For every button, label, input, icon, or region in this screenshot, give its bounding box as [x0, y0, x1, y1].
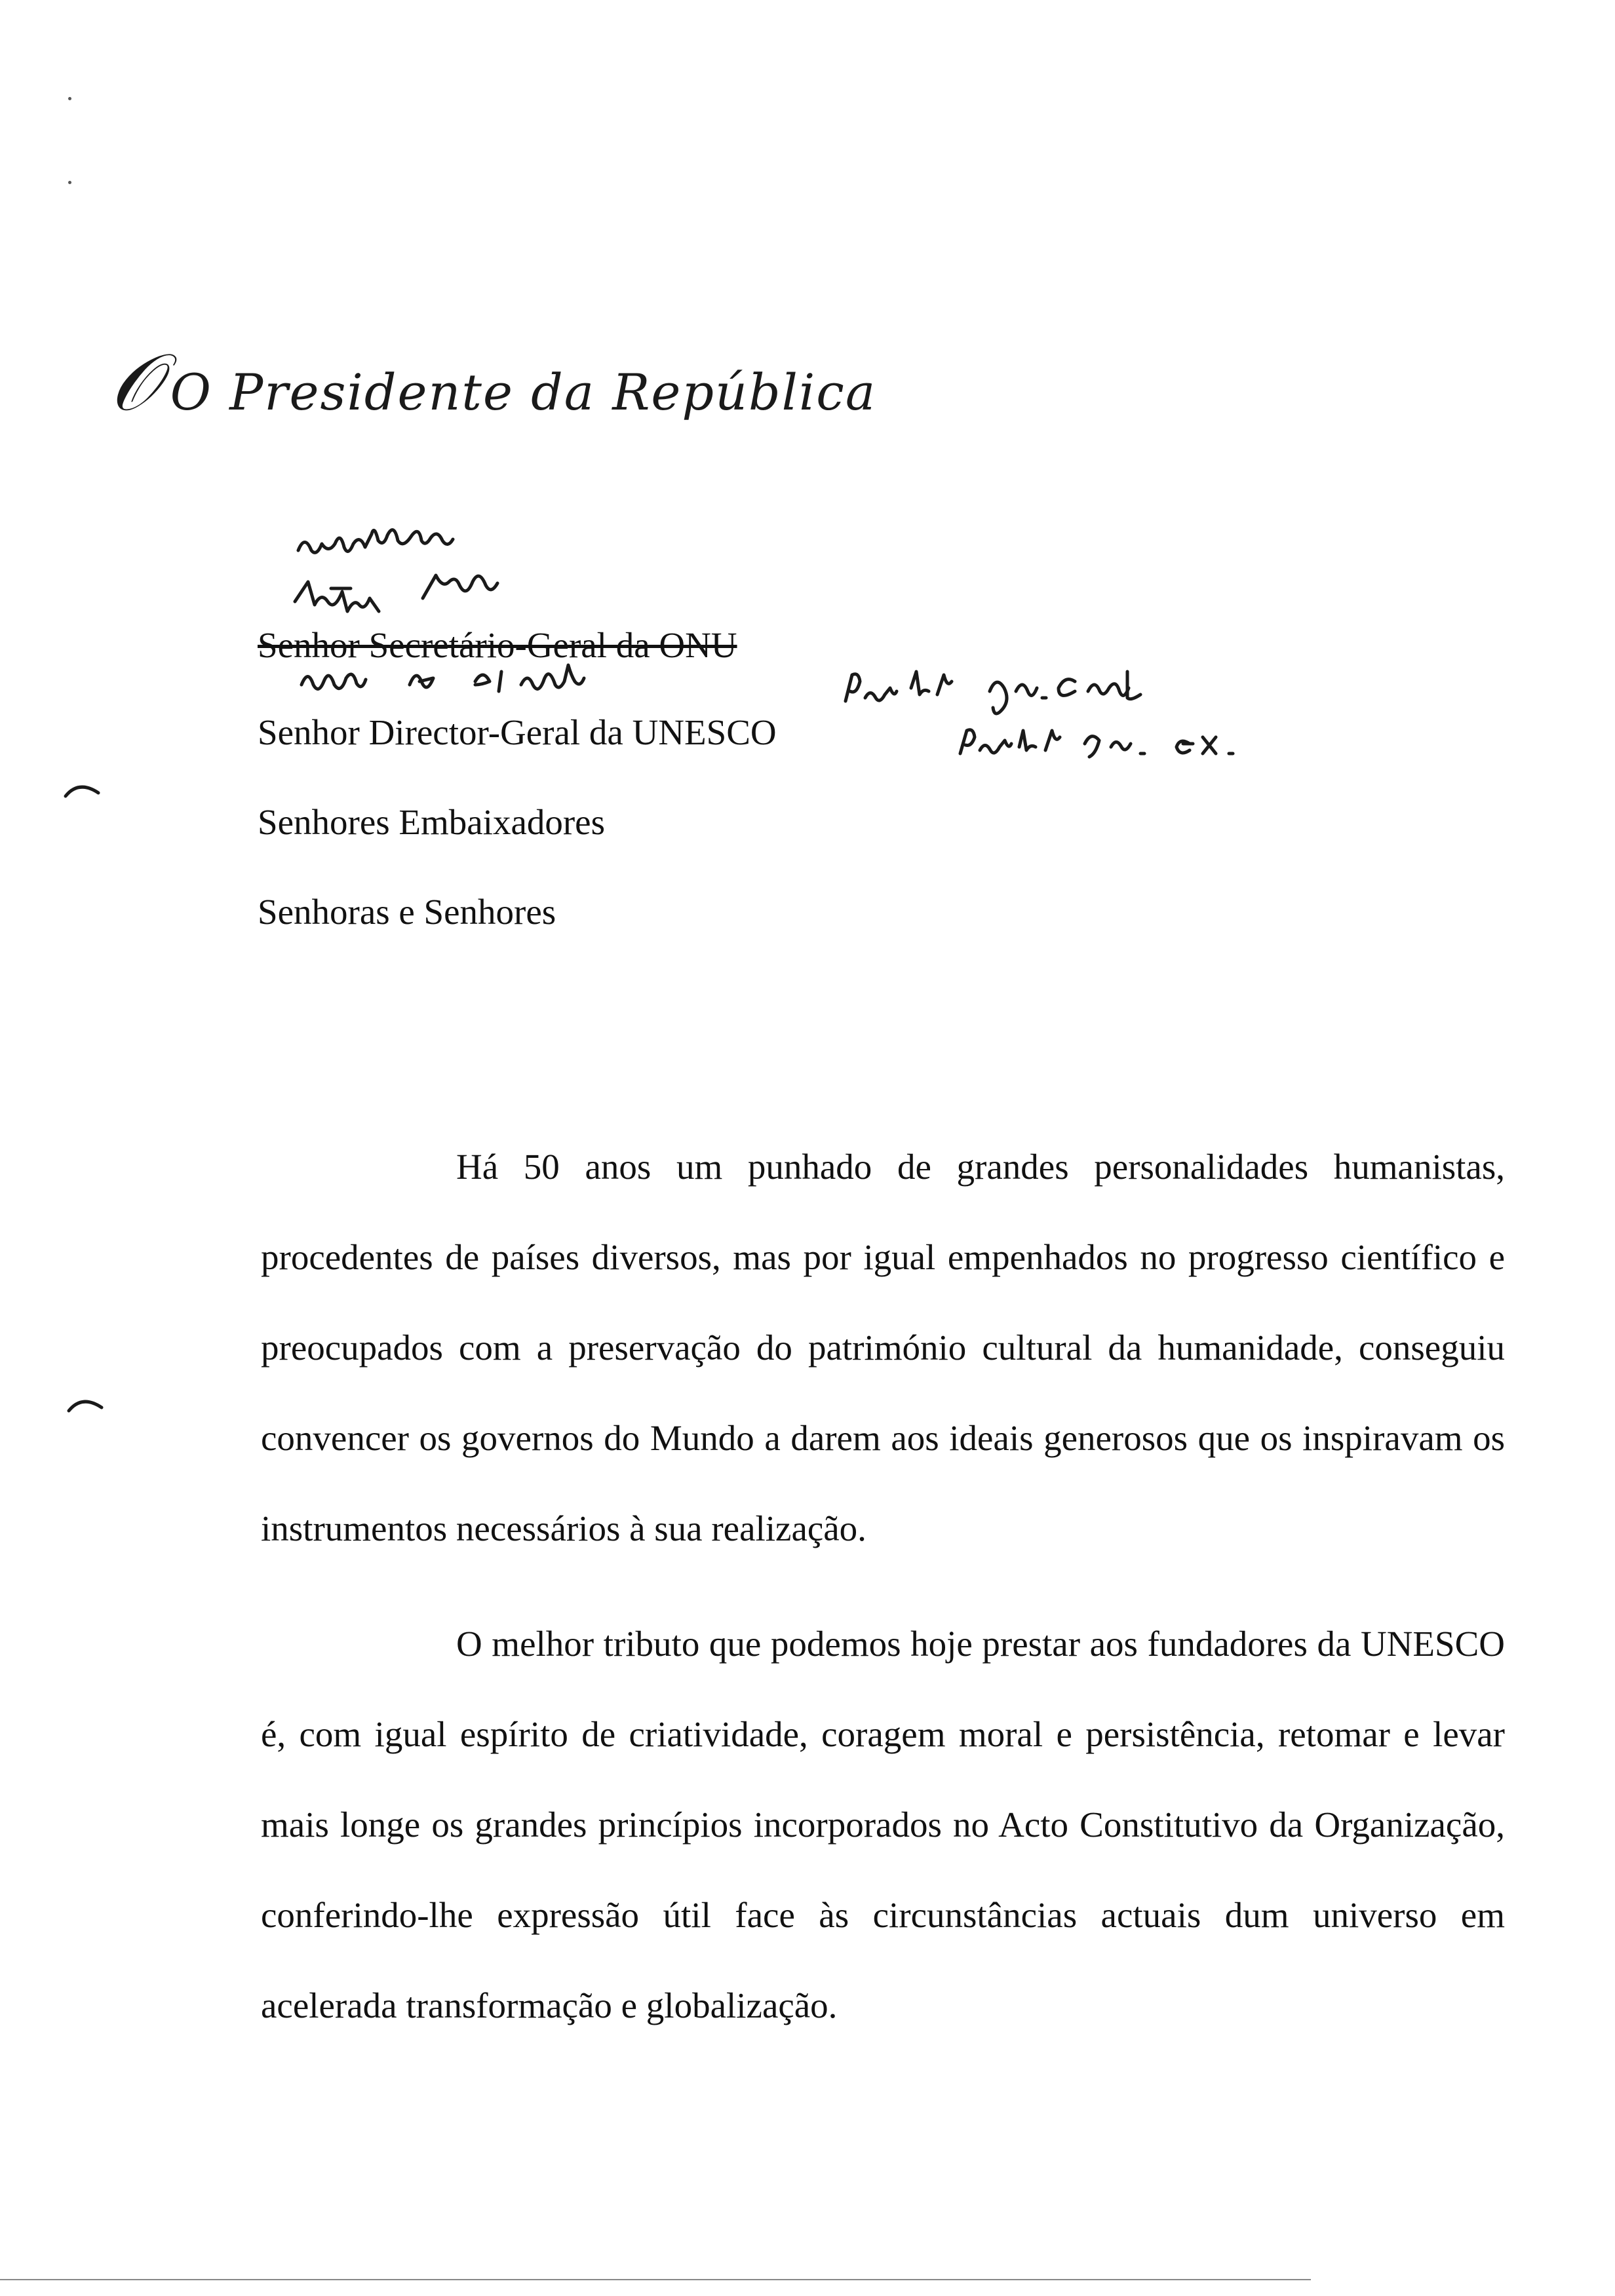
- scan-speck: [68, 181, 71, 184]
- scan-speck: [68, 97, 71, 100]
- arc-mark: [66, 1394, 105, 1414]
- letterhead-initial: 𝒪: [110, 337, 161, 429]
- addressee-director: Senhor Director-Geral da UNESCO: [258, 712, 777, 752]
- handwritten-note-1: [295, 524, 478, 564]
- body-paragraph-2: O melhor tributo que podemos hoje prestar aos fundadores da UNESCO é, com igual espírito de criatividade, coragem moral e persistência, retomar e levar mais longe os grandes princípios incorporados no Acto Constitutivo da Organização, conferindo-lhe expressão útil face às circunstâncias actuais dum universo em acelerada transformação e globalização.: [261, 1624, 1505, 2025]
- page-bottom-rule: [0, 2279, 1311, 2280]
- addressee-onu-struck: Senhor Secretário-Geral da ONU: [258, 625, 737, 665]
- margin-arc-mark: [66, 1394, 105, 1414]
- handwritten-note-3: [298, 655, 613, 701]
- handwritten-scribble: [954, 718, 1294, 770]
- margin-note-1: [839, 662, 1180, 721]
- body-paragraph-1: Há 50 anos um punhado de grandes personalidades humanistas, procedentes de países diversos, mas por igual empenhados no progresso científico e preocupados com a preservação do património cultural da humanidade, conseguiu convencer os governos do Mundo a darem aos ideais generosos que os inspiravam os instrumentos necessários à sua realização.: [261, 1147, 1505, 1548]
- handwritten-scribble: [292, 569, 528, 615]
- handwritten-scribble: [298, 655, 613, 701]
- handwritten-note-2: [292, 569, 528, 615]
- addressee-ladies-gentlemen: Senhoras e Senhores: [258, 892, 556, 932]
- letterhead-title: [110, 337, 876, 429]
- margin-arc-mark: [62, 780, 102, 799]
- letterhead-text: O Presidente da República: [170, 363, 877, 421]
- arc-mark: [62, 780, 102, 799]
- addressee-ambassadors: Senhores Embaixadores: [258, 802, 605, 842]
- margin-note-2: [954, 718, 1294, 770]
- handwritten-scribble: [839, 662, 1180, 721]
- handwritten-scribble: [295, 524, 478, 564]
